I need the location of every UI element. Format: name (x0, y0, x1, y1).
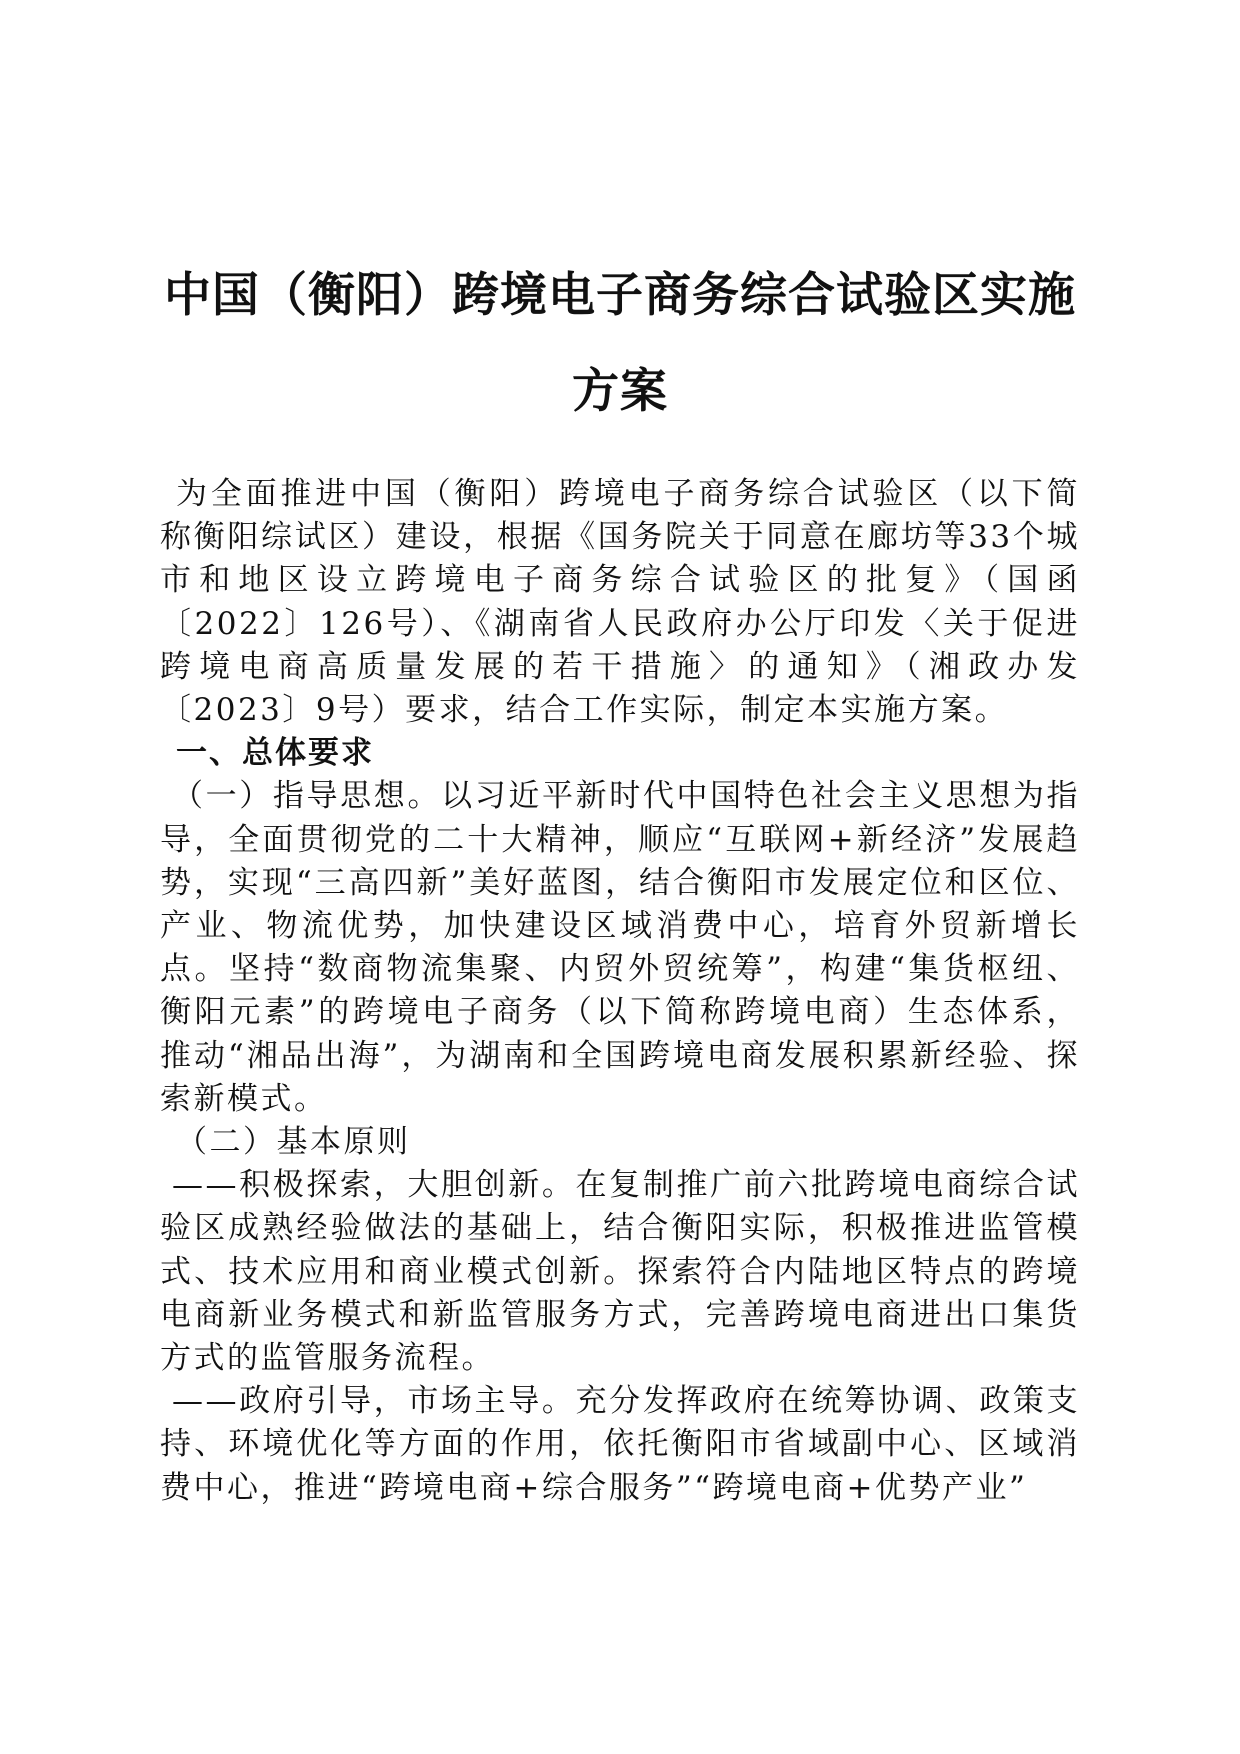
intro-paragraph: 为全面推进中国（衡阳）跨境电子商务综合试验区（以下简称衡阳综试区）建设，根据《国务院关于同意在廊坊等33个城市和地区设立跨境电子商务综合试验区的批复》（国函〔2022〕126号）、《湖南省人民政府办公厅印发〈关于促进跨境电商高质量发展的若干措施〉的通知》（湘政办发〔2023〕9号）要求，结合工作实际，制定本实施方案。 (160, 476, 1080, 729)
section-heading-overall-requirements: 一、总体要求 (176, 735, 374, 772)
principle-innovation-paragraph: ——积极探索，大胆创新。在复制推广前六批跨境电商综合试验区成熟经验做法的基础上，结合衡阳实际，积极推进监管模式、技术应用和商业模式创新。探索符合内陆地区特点的跨境电商新业务模式和新监管服务方式，完善跨境电商进出口集货方式的监管服务流程。 (160, 1167, 1080, 1377)
document-body (160, 473, 1080, 1510)
document-title: 中国（衡阳）跨境电子商务综合试验区实施方案 (164, 268, 1076, 419)
principles-heading: （二）基本原则 (176, 1124, 411, 1161)
principle-government-guidance-paragraph: ——政府引导，市场主导。充分发挥政府在统筹协调、政策支持、环境优化等方面的作用，依托衡阳市省域副中心、区域消费中心，推进“跨境电商+综合服务”“跨境电商+优势产业” (160, 1383, 1080, 1506)
guiding-thought-paragraph: （一）指导思想。以习近平新时代中国特色社会主义思想为指导，全面贯彻党的二十大精神，顺应“互联网+新经济”发展趋势，实现“三高四新”美好蓝图，结合衡阳市发展定位和区位、产业、物流优势，加快建设区域消费中心，培育外贸新增长点。坚持“数商物流集聚、内贸外贸统筹”，构建“集货枢纽、衡阳元素”的跨境电子商务（以下简称跨境电商）生态体系，推动“湘品出海”，为湖南和全国跨境电商发展积累新经验、探索新模式。 (160, 778, 1080, 1117)
